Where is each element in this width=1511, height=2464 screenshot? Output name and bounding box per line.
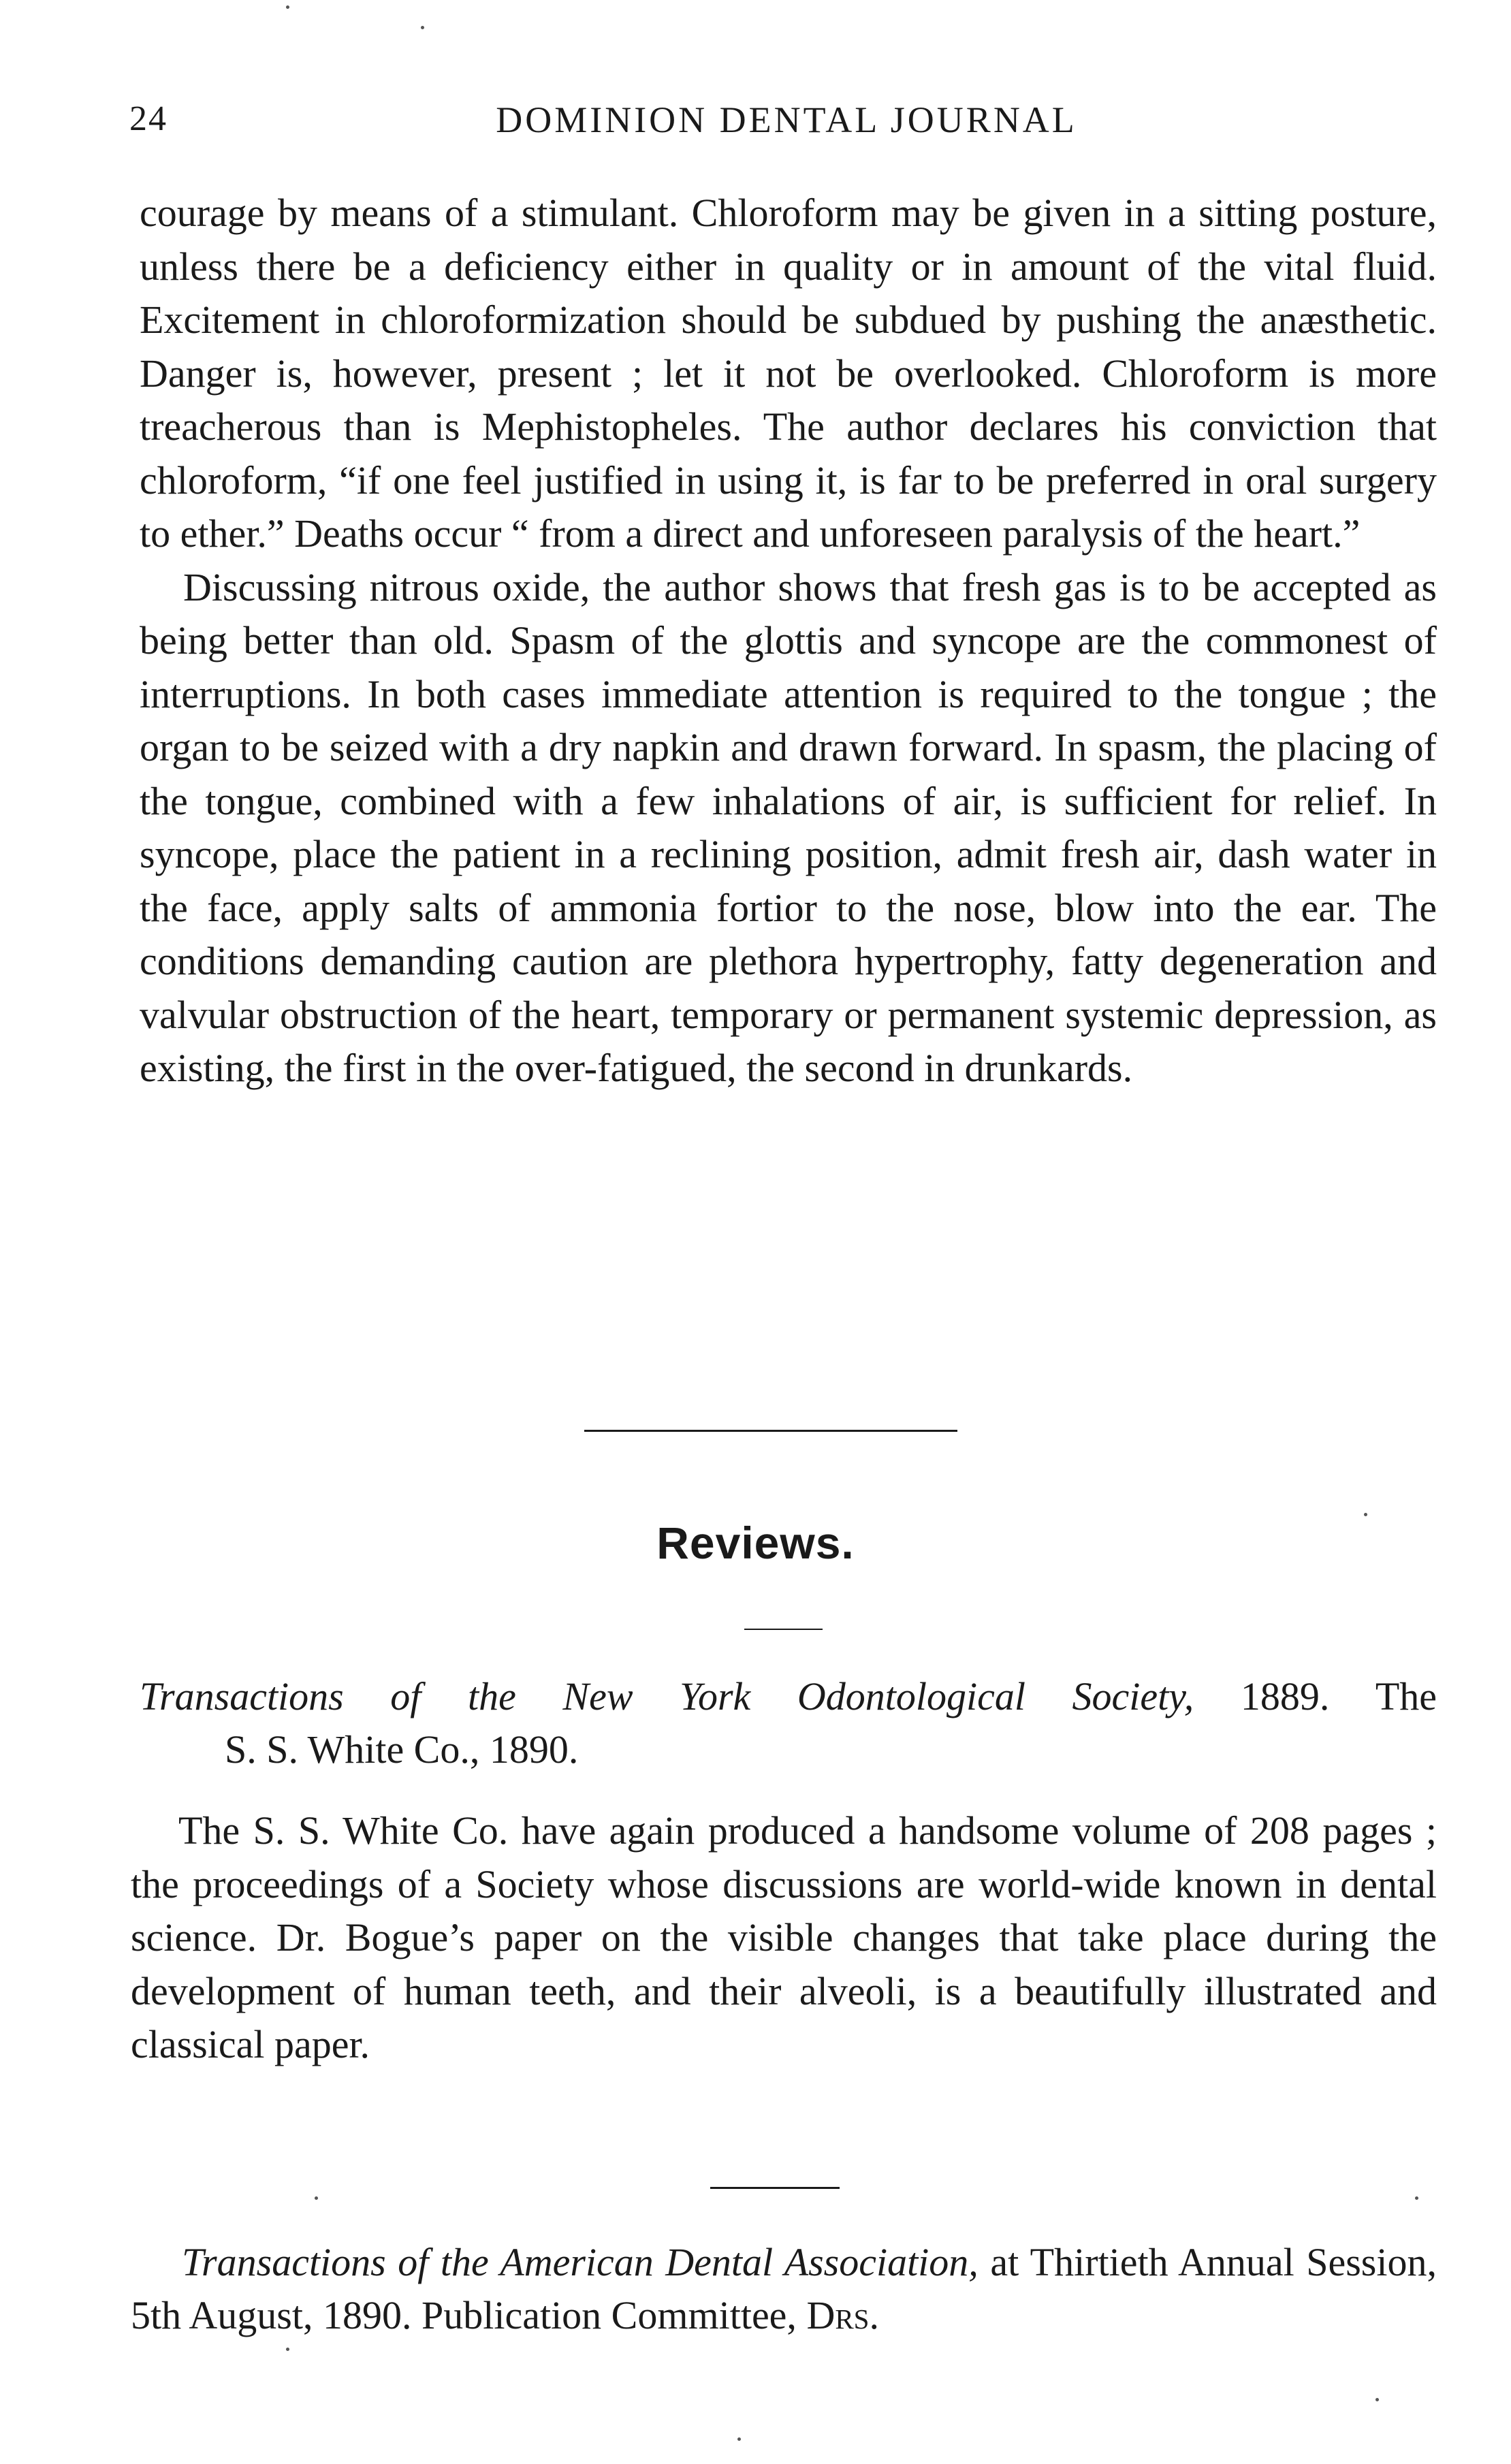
scan-speck <box>421 26 424 29</box>
paragraph-2: Discussing nitrous oxide, the author shows that fresh gas is to be accepted as being better than old. Spasm of the glottis and syncope are the commonest of interruptions. In both cases immediate attention is required to the tongue ; the organ to be seized with a dry napkin and drawn forward. In spasm, the placing of the tongue, combined with a few inhalations of air, is sufficient for relief. In syncope, place the patient in a reclining position, admit fresh air, dash water in the face, apply salts of ammonia fortior to the nose, blow into the ear. The conditions demanding caution are plethora hypertrophy, fatty degeneration and valvular obstruction of the heart, temporary or permanent systemic depression, as existing, the first in the over-fatigued, the second in drunkards. <box>140 564 1437 1090</box>
scan-speck <box>315 2196 318 2200</box>
running-head: DOMINION DENTAL JOURNAL <box>496 99 1077 140</box>
review-2-title: Transactions of the American Dental Association, <box>182 2240 979 2284</box>
review-2-session: at Thirtieth Annual Session, 5th August, 1890. Publication Committee, <box>131 2240 1437 2337</box>
scan-speck <box>1364 1513 1367 1516</box>
paragraph-1: courage by means of a stimulant. Chloroform may be given in a sitting posture, unless there be a deficiency either in quality or in amount of the vital fluid. Excitement in chloroformization should be subdued by pushing the anæsthetic. Danger is, however, present ; let it not be overlooked. Chloroform is more treacherous than is Mephistopheles. The author declares his conviction that chloroform, “if one feel justified in using it, is far to be preferred in oral surgery to ether.” Deaths occur “ from a direct and unforeseen paralysis of the heart.” <box>140 191 1437 556</box>
scan-speck <box>286 2348 289 2351</box>
review-1-body: The S. S. White Co. have again produced a handsome volume of 208 pages ; the proceedings of a Society whose discussions are world-wide known in dental science. Dr. Bogue’s paper on the visible changes that take place during the development of human teeth, and their alveoli, is a beautifully illustrated and classical paper. <box>131 1808 1437 2066</box>
section-heading-reviews: Reviews. <box>656 1518 855 1568</box>
page-number: 24 <box>129 99 168 138</box>
heading-rule <box>744 1629 823 1630</box>
scan-speck <box>286 5 289 9</box>
review-divider <box>710 2187 840 2189</box>
review-1-year: 1889. The <box>1194 1674 1437 1718</box>
review-1-publisher: S. S. White Co., 1890. <box>225 1727 579 1772</box>
scan-speck <box>1375 2398 1379 2401</box>
article-continuation <box>140 187 1437 1095</box>
scan-speck <box>737 2437 741 2441</box>
review-2-citation <box>131 2236 1437 2342</box>
section-divider <box>584 1430 957 1432</box>
scan-speck <box>1415 2196 1418 2200</box>
review-1-citation <box>140 1670 1437 1776</box>
page-header <box>129 99 1444 153</box>
review-1-title: Transactions of the New York Odontological Society, <box>140 1674 1194 1718</box>
review-2-drs: Drs. <box>806 2293 879 2337</box>
